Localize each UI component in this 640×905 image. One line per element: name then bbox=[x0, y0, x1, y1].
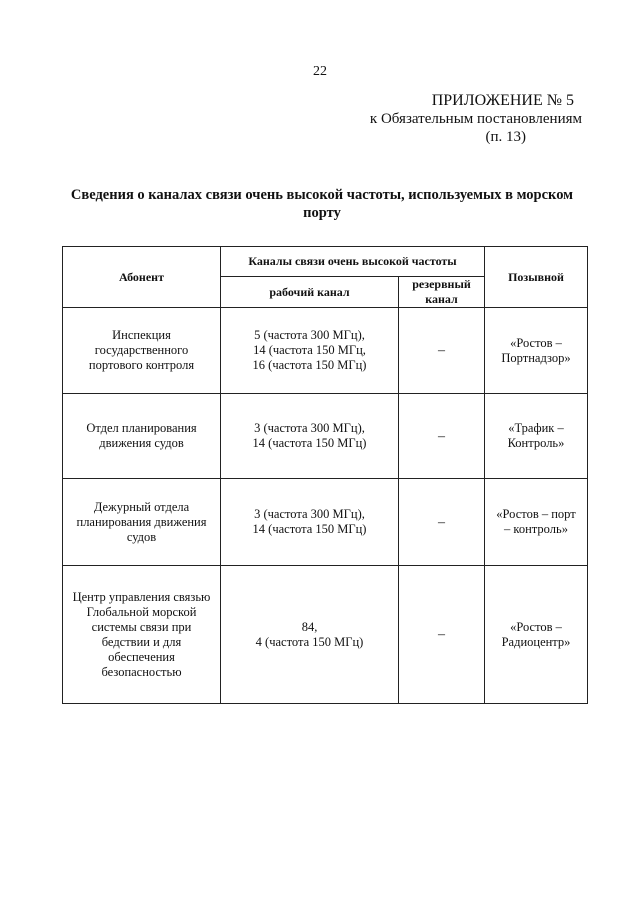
appendix-title: ПРИЛОЖЕНИЕ № 5 bbox=[431, 92, 574, 109]
table-row bbox=[63, 394, 588, 479]
header-callsign: Позывной bbox=[485, 247, 588, 308]
reserve-channel-cell: – bbox=[399, 394, 485, 479]
callsign-cell: «Ростов – порт – контроль» bbox=[485, 479, 588, 566]
working-channel-cell: 3 (частота 300 МГц), 14 (частота 150 МГц) bbox=[221, 394, 399, 479]
callsign-cell: «Ростов – Радиоцентр» bbox=[485, 566, 588, 704]
appendix-header bbox=[370, 92, 582, 146]
callsign-cell: «Трафик – Контроль» bbox=[485, 394, 588, 479]
reserve-channel-cell: – bbox=[399, 479, 485, 566]
table-row bbox=[63, 479, 588, 566]
subscriber-cell: Инспекция государственного портового контроля bbox=[63, 308, 221, 394]
reserve-channel-cell: – bbox=[399, 308, 485, 394]
table-header-row bbox=[63, 247, 588, 277]
header-channels: Каналы связи очень высокой частоты bbox=[221, 247, 485, 277]
header-subscriber: Абонент bbox=[63, 247, 221, 308]
working-channel-cell: 3 (частота 300 МГц), 14 (частота 150 МГц) bbox=[221, 479, 399, 566]
page-number: 22 bbox=[313, 64, 327, 79]
header-reserve-channel: резервный канал bbox=[399, 277, 485, 308]
appendix-subtitle: к Обязательным постановлениям bbox=[369, 111, 582, 127]
table-row bbox=[63, 566, 588, 704]
header-working-channel: рабочий канал bbox=[221, 277, 399, 308]
subscriber-cell: Дежурный отдела планирования движения судов bbox=[63, 479, 221, 566]
subscriber-cell: Отдел планирования движения судов bbox=[63, 394, 221, 479]
document-heading: Сведения о каналах связи очень высокой частоты, используемых в морском порту bbox=[70, 187, 574, 221]
channels-table bbox=[62, 246, 588, 704]
table-row bbox=[63, 308, 588, 394]
reserve-channel-cell: – bbox=[399, 566, 485, 704]
callsign-cell: «Ростов – Портнадзор» bbox=[485, 308, 588, 394]
subscriber-cell: Центр управления связью Глобальной морской системы связи при бедствии и для обеспечения безопасностью bbox=[63, 566, 221, 704]
working-channel-cell: 5 (частота 300 МГц), 14 (частота 150 МГц, 16 (частота 150 МГц) bbox=[221, 308, 399, 394]
appendix-reference: (п. 13) bbox=[485, 129, 526, 145]
working-channel-cell: 84, 4 (частота 150 МГц) bbox=[221, 566, 399, 704]
